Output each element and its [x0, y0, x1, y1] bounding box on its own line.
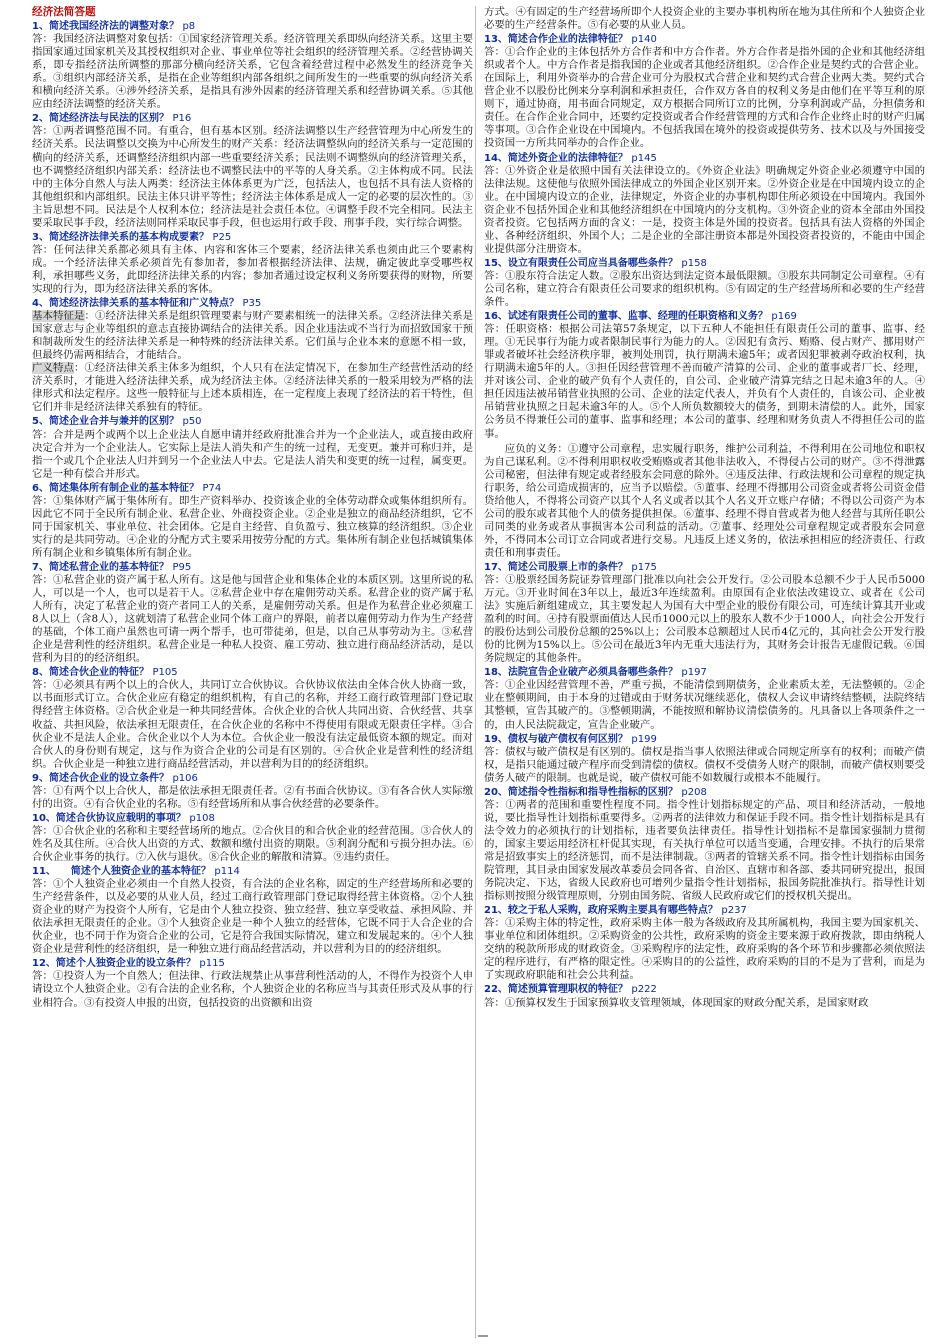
answer-body: 答：①预算权发生于国家预算收支管理领域，体现国家的财政分配关系，是国家财政 [484, 996, 869, 1009]
answer-body: ：①经济法律关系是组织管理要素与财产要素相统一的法律关系。②经济法律关系是国家意志与企业等组织的意志直接协调结合的法律关系。因企业违法或不当行为而招致国家干预和制裁所发生的经济法律关系是一种特殊的经济法律关系。它们虽与企业本来的意愿不相一致，但最终仍需两相结合，才能结合。 [32, 310, 473, 362]
answer-text [484, 799, 925, 903]
answer-text [32, 679, 473, 770]
page-reference: P95 [172, 561, 192, 573]
page-reference: p175 [631, 561, 657, 573]
question-heading [32, 561, 473, 574]
page-reference: P25 [212, 231, 232, 243]
page-reference: p237 [721, 905, 747, 917]
answer-body: 答：①股票经国务院证券管理部门批准以向社会公开发行。②公司股本总额不少于人民币5000万元。③开业时间在3年以上，最近3年连续盈利。由原国有企业依法改建设立、或者在《公司法》实施后新组建成立，其主要发起人为国有大中型企业的股份有限公司，可连续计算其开业或盈利的时间。④持有股票面值达人民币1000元以上的股东人数不少于1000人，向社会公开发行的股份达到公司股份总额的25%以上；公司股本总额超过人民币4亿元的，其向社会公开发行股份的比例为15%以上。⑤公司在最近3年内无重大违法行为，其财务会计报告无虚假记载。⑥国务院规定的其他条件。 [484, 574, 925, 665]
answer-body: 答：①两者的范围和重要性程度不同。指令性计划指标规定的产品、项目和经济活动，一般地说，要比指导性计划指标重要得多。②两者的法律效力和保证手段不同。指令性计划指标是具有法令效力的必须执行的计划指标，违者要负法律责任。指导性计划指标不是靠国家强制力贯彻的，国家主要运用经济杠杆促其实现，有关执行单位可以适当变通，合理安排。不执行的后果常常是招致事实上的经济惩罚，而不是法律制裁。③两者的管辖关系不同。指令性计划指标由国务院管理，其目录由国家发展改革委员会同各省、自治区、直辖市和各部、委共同研究提出，报国务院决定、下达，省级人民政府也可增列少量指令性计划指标，报国务院批准执行。指导性计划指标则按照分级管理原则，分别由国务院、省级人民政府或它们的授权机关提出。 [484, 798, 925, 903]
answer-text [32, 785, 473, 811]
answer-body: 答：①合伙企业的名称和主要经营场所的地点。②合伙目的和合伙企业的经营范围。③合伙人的姓名及其住所。④合伙人出资的方式、数额和缴付出资的期限。⑤利润分配和亏损分担办法。⑥合伙企业事务的执行。⑦入伙与退伙。⑧合伙企业的解散和清算。⑨违约责任。 [32, 824, 473, 863]
answer-text [32, 825, 473, 864]
left-column [32, 6, 473, 1338]
answer-body: 答：①采购主体的特定性，政府采购主体一般为各级政府及其所属机构，我国主要为国家机关、事业单位和团体组织。②采购资金的公共性，政府采购的资金主要来源于政府拨款，即由纳税人交纳的税款所形成的财政资金。③采购程序的法定性，政府采购的各个环节和步骤都必须依照法定的程序进行，有严格的限定性。④采购目的的公益性，政府采购的目的不是为了营利，而是为了实现政府职能和社会公共利益。 [484, 917, 925, 982]
answer-text [32, 495, 473, 560]
page-marker [478, 1335, 488, 1337]
question-heading [32, 666, 473, 679]
question-text: 1、简述我国经济法的调整对象？ [32, 21, 179, 33]
right-column [484, 6, 925, 1338]
answer-text [484, 323, 925, 440]
page-reference: p8 [182, 21, 196, 33]
question-heading [32, 772, 473, 785]
answer-text [484, 917, 925, 982]
question-text: 19、债权与破产债权有何区别？ [484, 733, 628, 745]
question-heading [32, 415, 473, 428]
answer-text [32, 33, 473, 111]
question-heading [484, 33, 925, 46]
question-text: 13、简述合作企业的法律特征？ [484, 34, 628, 46]
question-text: 7、简述私营企业的基本特征？ [32, 561, 169, 573]
question-text: 21、较之于私人采购，政府采购主要具有哪些特点？ [484, 905, 718, 917]
question-heading [484, 257, 925, 270]
answer-text [484, 997, 925, 1010]
right-qa-list [484, 6, 925, 1010]
answer-body: 答：①集体财产属于集体所有。即生产资料举办、投资该企业的全体劳动群众或集体组织所有。因此它不同于全民所有制企业、私营企业、外商投资企业。②企业是独立的商品经济组织，它不同于国家机关、事业单位、社会团体。它是自主经营、自负盈亏、独立核算的经济组织。③企业实行的是共同劳动。④企业的分配方式主要采用按劳分配的方式。集体所有制企业包括城镇集体所有制企业和乡镇集体所有制企业。 [32, 494, 473, 559]
page-reference: p140 [631, 34, 657, 46]
question-text: 18、法院宣告企业破产必须具备哪些条件？ [484, 667, 678, 679]
page-reference: p158 [681, 257, 707, 269]
answer-text [32, 574, 473, 665]
page-reference: p115 [199, 958, 225, 970]
answer-text [32, 970, 473, 1009]
question-text: 3、简述经济法律关系的基本构成要素？ [32, 231, 209, 243]
question-heading [484, 904, 925, 917]
question-text: 4、简述经济法律关系的基本特征和广义特点？ [32, 298, 239, 310]
page-reference: p50 [182, 416, 202, 428]
question-heading [32, 297, 473, 310]
answer-body: 答：我国经济法调整对象包括：①国家经济管理关系。经济管理关系即纵向经济关系。这里主要指国家通过国家机关及其授权组织对企业、事业单位等社会组织的经济管理关系。②经营协调关系，即专指经济法所调整的那部分横向经济关系，它包含着经营过程中必然发生的经济竞争关系。③组织内部经济关系，是指在企业等组织内部各组织之间所发生的一些重要的纵向经济关系和横向经济关系。④涉外经济关系，是指具有涉外因素的经济管理关系和经营协调关系。⑤其他应由经济法调整的经济关系。 [32, 33, 473, 111]
answer-body: 答：①投资人为一个自然人；但法律、行政法规禁止从事营利性活动的人，不得作为投资个人申请设立个人独资企业。②有合法的企业名称，个人独资企业的名称应当与其责任形式及从事的行业相符合。③有投资人申报的出资，包括投资的出资额和出资 [32, 970, 473, 1009]
question-text: 20、简述指令性指标和指导性指标的区别？ [484, 786, 678, 798]
page-reference: P16 [172, 113, 192, 125]
document-title: 经济法简答题 [32, 6, 96, 18]
question-heading [484, 152, 925, 165]
answer-text [32, 310, 473, 362]
question-heading [484, 733, 925, 746]
answer-text [484, 746, 925, 785]
page-reference: P105 [152, 667, 178, 679]
answer-text [32, 125, 473, 229]
answer-text [32, 244, 473, 296]
answer-body: 答：合并是两个或两个以上企业法人自愿申请并经政府批准合并为一个企业法人，或直接由政府决定合并为一个企业法人。它实际上是法人消失和产生的统一过程，无变更。兼并可称归并，是指一个或几个企业法人归并到另一个企业法人中去。它是法人消失和变更的统一过程，属变更。它是一种有偿合并形式。 [32, 428, 473, 480]
page-reference: p108 [189, 812, 215, 824]
answer-text [484, 270, 925, 309]
question-heading [32, 482, 473, 495]
answer-body: 答：任何法律关系都必须具有主体、内容和客体三个要素，经济法律关系也须由此三个要素构成。一个经济法律关系必须首先有参加者，参加者根据经济法律、法规，确定彼此享受哪些权利，承担哪些义务，此即经济法律关系的内容；参加者通过设定权利义务所要获得的财物，所要实现的行为，即为经济法律关系的客体。 [32, 243, 473, 295]
question-heading [484, 666, 925, 679]
question-heading [32, 865, 473, 878]
answer-body: 答：①外资企业是依照中国有关法律设立的。《外资企业法》明确规定外资企业必须遵守中国的法律法规。这使他与依照外国法律成立的外国企业区别开来。②外资企业是在中国境内设立的企业。在中国境内设立的企业，法律规定，外资企业的办事机构即住所必须设在中国境内。我国外资企业不包括外国企业和其他经济组织在中国境内的分支机构。③外资企业的资本全部由外国投资者投资。它包括两方面的含义：一是，投资主体是外国的投资者。包括具有法人资格的外国企业、各种经济组织、外国个人；二是企业的全部注册资本都是外国投资者投资的，不能由中国企业提供部分注册资本。 [484, 164, 925, 255]
question-heading [32, 812, 473, 825]
answer-paragraph-2 [32, 362, 473, 414]
page-reference: p106 [172, 772, 198, 784]
question-text: 14、简述外资企业的法律特征？ [484, 152, 628, 164]
page-reference: p222 [631, 984, 657, 996]
question-heading [484, 786, 925, 799]
question-text: 16、试述有限责任公司的董事、监事、经理的任职资格和义务？ [484, 311, 768, 323]
answer-text [484, 165, 925, 256]
question-heading [32, 957, 473, 970]
answer-text [32, 878, 473, 956]
answer-body: 答：任职资格：根据公司法第57条规定，以下五种人不能担任有限责任公司的董事、监事、经理。①无民事行为能力或者限制民事行为能力的人。②因犯有贪污、贿赂、侵占财产、挪用财产罪或者破坏社会经济秩序罪，被判处刑罚，执行期满未逾5年；或者因犯罪被剥夺政治权利，执行期满未逾5年的人。③担任因经营管理不善而破产清算的公司、企业的董事或者厂长、经理，并对该公司、企业的破产负有个人责任的，自公司、企业破产清算完结之日起未逾3年的人。④担任因违法被吊销营业执照的公司、企业的法定代表人，并负有个人责任的，自该公司、企业被吊销营业执照之日起未逾3年的人。⑤个人所负数额较大的债务，到期未清偿的人。此外，国家公务员不得兼任公司的董事、监事和经理；本公司的董事、经理和财务负责人不得担任公司的监事。 [484, 323, 925, 440]
answer-body: 答：①股东符合法定人数。②股东出资达到法定资本最低限额。③股东共同制定公司章程。④有公司名称，建立符合有限责任公司要求的组织机构。⑤有固定的生产经营场所和必要的生产经营条件。 [484, 269, 925, 309]
question-text: 10、简述合伙协议应载明的事项？ [32, 812, 186, 824]
question-text: 8、简述合伙企业的特征？ [32, 667, 149, 679]
answer-body: 答：债权与破产债权是有区别的。债权是指当事人依照法律或合同规定所享有的权利；而破产债权，是指只能通过破产程序而受到清偿的债权。债权不受债务人财产的限制，而破产债权则要受债务人破产的限制。也就是说，破产债权可能不如数履行或根本不能履行。 [484, 745, 925, 784]
page-reference: P74 [202, 482, 222, 494]
answer-body: 答：①两者调整范围不同。有重合，但有基本区别。经济法调整以生产经营管理为中心所发生的经济关系。民法调整以交换为中心所发生的财产关系：经济法调整纵向的经济关系与一定范围的横向的经济关系，还调整经济组织内部一些重要经济关系；民法则不调整纵向的经济管理关系，也不调整经济组织内部关系：经济法也不调整民法中的平等的人身关系。②主体构成不同。民法中的主体分自然人与法人两类：经济法主体体系更为广泛，包括法人，也包括不具有法人资格的其他组织和内部组织。民法主体只讲平等性；经济法主体体系是成人一定的必要的层次性的。③主旨思想不同。民法是个人权利本位；经济法是社会责任本位。④调整手段不完全相同。民法主要采取民事手段，经济法则同样采取民事手段，但也运用行政手段、刑事手段，实行综合调整。 [32, 125, 473, 229]
question-heading [32, 231, 473, 244]
question-text: 2、简述经济法与民法的区别？ [32, 113, 169, 125]
answer-text [484, 574, 925, 665]
question-heading [484, 983, 925, 996]
question-heading [484, 561, 925, 574]
answer-body: 答：①必须具有两个以上的合伙人，共同订立合伙协议。合伙协议依法由全体合伙人协商一致，以书面形式订立。合伙企业应有稳定的组织机构，有自己的名称，并经工商行政管理部门登记取得经营主体资格。②合伙企业是一种共同经营体。合伙企业的合伙人共同出资、合伙经营、共享收益、共担风险，依法承担无限责任，在合伙企业的名称中不得使用有限或无限责任字样。③合伙企业不是法人企业。合伙企业以个人为本位。合伙企业一般没有法定最低资本额的规定。而对合伙人的身份则有规定，这与作为资合企业的公司是有区别的。④合伙企业是营利性的经济组织。合伙企业是一种独立进行商品经营活动，并以营利为目的的经济组织。 [32, 679, 473, 770]
highlighted-term: 基本特征是 [32, 310, 85, 323]
page-reference: p145 [631, 152, 657, 164]
question-text: 15、设立有限责任公司应当具备哪些条件？ [484, 257, 678, 269]
answer-body: 答：①私营企业的资产属于私人所有。这是他与国营企业和集体企业的本质区别。这里所说的私人，可以是一个人，也可以是若干人。②私营企业中存在雇佣劳动关系。私营企业的资产属于私人所有，决定了私营企业的资产者同工人的关系，是雇佣劳动关系。但是作为私营企业必须雇工8人以上（含8人），这就划清了私营企业同个体工商户的界限，前者以雇佣劳动力作为生产经营的基础，个体工商户虽然也可请一两个帮手，也可带徒弟，但是，以自己从事劳动为主。③私营企业是营利性的经济组织。私营企业是一种私人投资、雇工劳动、独立进行商品经济活动，是以营利为目的的经济组织。 [32, 574, 473, 665]
answer-text [484, 46, 925, 150]
answer-body: 答：①企业因经营管理不善，严重亏损，不能清偿到期债务，企业素质太差，无法整顿的。②企业在整顿期间，由于本身的过错或由于财务状况继续恶化，债权人会议申请终结整顿，法院终结其整顿，宣告其破产的。③整顿期满，不能按照和解协议清偿债务的。凡具备以上各项条件之一的，由人民法院裁定，宣告企业破产。 [484, 679, 925, 731]
page-reference: p197 [681, 667, 707, 679]
answer-continued: 方式。④有固定的生产经营场所即个人投资企业的主要办事机构所在地为其住所和个人独资企业必要的生产经营条件。⑤有必要的从业人员。 [484, 6, 925, 32]
page-reference: p199 [631, 733, 657, 745]
left-qa-list [32, 20, 473, 1010]
answer-text [32, 429, 473, 481]
answer-paragraph-2 [484, 443, 925, 560]
question-text: 6、简述集体所有制企业的基本特征？ [32, 482, 199, 494]
answer-body: 答：①有两个以上合伙人，都是依法承担无限责任者。②有书面合伙协议。③有各合伙人实际缴付的出资。④有合伙企业的名称。⑤有经营场所和从事合伙经营的必要条件。 [32, 784, 473, 810]
question-heading [32, 20, 473, 33]
question-text: 17、简述公司股票上市的条件？ [484, 561, 628, 573]
page-reference: p169 [771, 311, 797, 323]
answer-text [484, 679, 925, 731]
question-text: 12、简述个人独资企业的设立条件？ [32, 958, 196, 970]
page-reference: P35 [242, 298, 262, 310]
page-reference: p208 [681, 786, 707, 798]
question-text: 11、 简述个人独资企业的基本特征？ [32, 866, 211, 878]
column-divider [475, 6, 476, 1338]
answer-body: 应负的义务：①遵守公司章程，忠实履行职务，维护公司利益，不得利用在公司地位和职权为自己谋私利。②不得利用职权收受贿赂或者其他非法收入，不得侵占公司的财产。③不得泄露公司秘密，但法律有规定或者经股东会同意的除外。④违反法律、行政法规和公司章程的规定执行职务，给公司造成损害的，应当予以赔偿。⑤董事、经理不得挪用公司资金或者将公司资金借贷给他人，不得将公司资产以其个人名义或者以其个人名义开立账户存储；不得以公司资产为本公司的股东或者其他个人的债务提供担保。⑥董事、经理不得自营或者为他人经营与其所任职公司同类的业务或者从事损害本公司利益的活动。⑦董事、经理处公司章程规定或者股东会同意外，不得同本公司订立合同或者进行交易。凡违反上述义务的，依法承担相应的经济责任、行政责任和刑事责任。 [484, 442, 925, 559]
answer-body: 答：①个人独资企业必须由一个自然人投资，有合法的企业名称，固定的生产经营场所和必要的生产经营条件，以及必要的从业人员，经过工商行政管理部门登记取得经营主体资格。②个人独资企业的财产为投资个人所有，它是由个人独立投资、独立经营、独立享受收益、承担风险、并依法承担无限责任的企业。③个人独资企业是一种个人独立的经营体，它既不同于人合企业的合伙企业，也不同于作为资合企业的公司，它是符合我国实际情况，建立和发展起来的。④个人独资企业是营利性的经济组织，是一种独立进行商品经营活动，并以营利为目的的经济组织。 [32, 878, 473, 956]
question-heading [484, 310, 925, 323]
question-text: 9、简述合伙企业的设立条件？ [32, 772, 169, 784]
highlighted-term: 广义特点 [32, 362, 75, 375]
answer-body: ：①经济法律关系主体多为组织，个人只有在法定情况下，在参加生产经营性活动的经济关系时，才能进入经济法律关系，成为经济法主体。②经济法律关系的一般采用较为严格的法律形式和法定程序。这些一般特征与上述本质相连，在一定程度上表现了经济法的若干特性，但它们并非是经济法律关系独有的特征。 [32, 362, 473, 414]
answer-body: 答：①合作企业的主体包括外方合作者和中方合作者。外方合作者是指外国的企业和其他经济组织或者个人。中方合作者是指我国的企业或者其他经济组织。②合作企业是契约式的合营企业。在国际上，利用外资举办的合营企业可分为股权式合营企业和契约式合营企业两大类。契约式合营企业不以股份比例来分享利润和承担责任，合作双方各自的权利义务是由他们在平等互利的原则下，通过协商，用书面合同规定，双方根据合同所订立的比例，分享利润或产品，分担债务和责任。在合作企业合同中，还要约定投资或者合作经营管理的方式和合作企业终止时的财产归属等事项。③合作企业设在中国境内。不包括我国在境外的投资或提供劳务、技术以及与外国接受投资国一方所共同举办的合作企业。 [484, 46, 925, 150]
page-reference: p114 [214, 866, 240, 878]
question-text: 22、简述预算管理职权的特征？ [484, 984, 628, 996]
question-text: 5、简述企业合并与兼并的区别？ [32, 416, 179, 428]
question-heading [32, 112, 473, 125]
